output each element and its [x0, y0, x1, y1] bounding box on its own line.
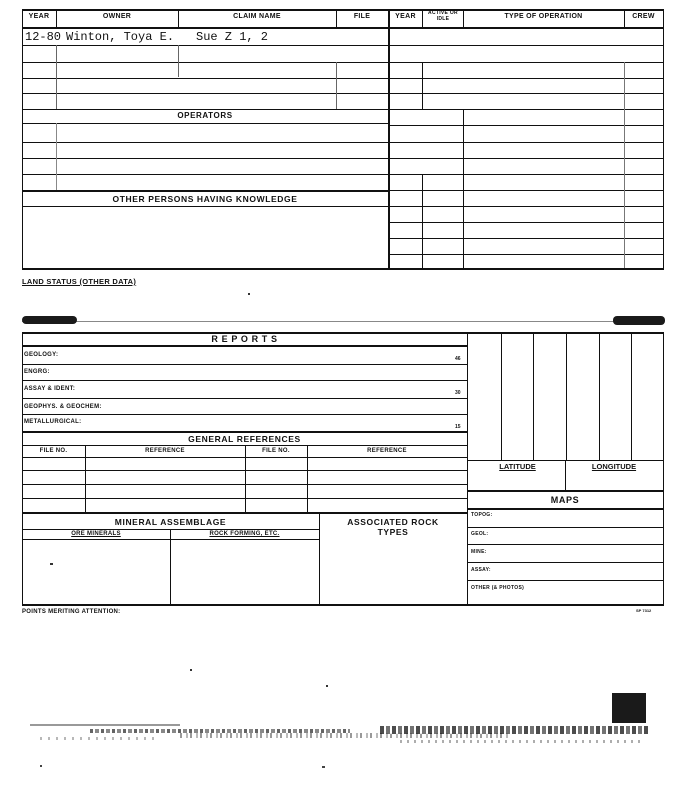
latitude-label: LATITUDE — [499, 462, 536, 471]
ref-header-file-no-1: FILE NO. — [39, 448, 68, 454]
header-crew: CREW — [632, 13, 655, 20]
report-engrg: ENGRG: — [24, 369, 50, 375]
redaction-blot-right — [613, 316, 665, 325]
map-other: OTHER (& PHOTOS) — [471, 585, 525, 591]
report-geology-num: 46 — [455, 356, 461, 362]
ref-header-reference-1: REFERENCE — [145, 448, 185, 454]
rock-forming-header: ROCK FORMING, ETC. — [209, 531, 280, 537]
reports-heading: R E P O R T S — [211, 334, 278, 344]
other-persons-heading: OTHER PERSONS HAVING KNOWLEDGE — [112, 194, 298, 204]
associated-rock-types-heading: ASSOCIATED ROCK TYPES — [347, 517, 439, 537]
operators-heading: OPERATORS — [177, 111, 233, 120]
longitude-label: LONGITUDE — [591, 462, 637, 471]
ref-header-file-no-2: FILE NO. — [262, 448, 290, 454]
report-assay: ASSAY & IDENT: — [24, 386, 76, 392]
ore-minerals-header: ORE MINERALS — [71, 531, 121, 537]
header-year: YEAR — [28, 13, 50, 20]
maps-heading: MAPS — [550, 495, 580, 505]
header-year-2: YEAR — [395, 13, 416, 20]
report-geology: GEOLOGY: — [24, 352, 59, 358]
redaction-blot-left — [22, 316, 77, 324]
entry-date: 12-80 — [25, 30, 62, 44]
header-owner: OWNER — [102, 13, 132, 20]
map-topog: TOPOG: — [471, 512, 493, 518]
header-claim-name: CLAIM NAME — [233, 13, 281, 20]
header-active-or-idle: ACTIVE OR IDLE — [428, 10, 458, 22]
mineral-assemblage-heading: MINERAL ASSEMBLAGE — [114, 517, 227, 527]
ref-header-reference-2: REFERENCE — [367, 448, 407, 454]
entry-claim: Sue Z 1, 2 — [196, 30, 269, 44]
form-number: SP 7312 — [636, 608, 652, 613]
header-type-of-operation: TYPE OF OPERATION — [504, 13, 583, 20]
map-mine: MINE: — [471, 549, 487, 555]
map-assay: ASSAY: — [471, 567, 491, 573]
land-status-label: LAND STATUS (OTHER DATA) — [22, 277, 137, 286]
points-meriting-attention-label: POINTS MERITING ATTENTION: — [22, 609, 121, 615]
report-geophys: GEOPHYS. & GEOCHEM: — [24, 404, 102, 410]
report-assay-num: 30 — [455, 390, 461, 396]
entry-owner: Winton, Toya E. — [66, 30, 175, 44]
header-file: FILE — [353, 13, 371, 20]
general-references-heading: GENERAL REFERENCES — [188, 434, 301, 444]
scan-block — [612, 693, 646, 723]
report-metallurgical: METALLURGICAL: — [24, 419, 82, 425]
map-geol: GEOL: — [471, 531, 489, 537]
report-metallurgical-num: 15 — [455, 424, 461, 430]
